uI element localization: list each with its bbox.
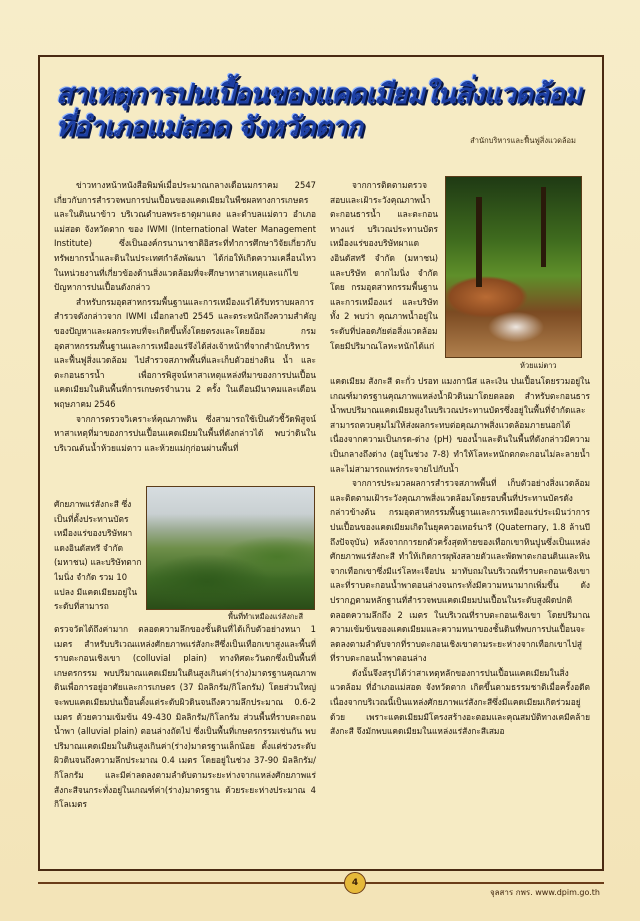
mountain-photo bbox=[146, 486, 315, 610]
paragraph: ตรวจวัดได้ถึงค่ามาก ตลอดความลึกของชั้นดินที่ได้เก็บตัวอย่างหนา 1 เมตร สำหรับบริเวณแหล่งศักยภาพแร่สังกะสีซึ่งเป็นเทือกเขาสูงและพื้นที่ราบตะกอนเชิงเขา (colluvial plain) ทางทิศตะวันตกซึ่งเป็นพื้นที่เกษตรกรรม พบปริมาณแคดเมียมในดินสูงเกินค่า(ร่าง)มาตรฐานคุณภาพดินเพื่อการอยู่อาศัยและการเกษตร (37 มิลลิกรัม/กิโลกรัม) โดยส่วนใหญ่จะพบแคดเมียมปนเปื้อนตั้งแต่ระดับผิวดินจนถึงความลึกประมาณ 0.6-2 เมตร ด้วยความเข้มข้น 49-430 มิลลิกรัม/กิโลกรัม ส่วนพื้นที่ราบตะกอนน้ำพา (alluvial plain) ตอนล่างถัดไป ซึ่งเป็นพื้นที่เกษตรกรรมเช่นกัน พบปริมาณแคดเมียมในดินสูงเกินค่า(ร่าง)มาตรฐานเล็กน้อย ตั้งแต่ช่วงระดับผิวดินจนถึงความลึกประมาณ 0.4 เมตร โดยอยู่ในช่วง 37-90 มิลลิกรัม/กิโลกรัม และมีค่าลดลงตามลำดับตามระยะห่างจากแหล่งศักยภาพแร่สังกะสีจนกระทั่งอยู่ในเกณฑ์ค่า(ร่าง)มาตรฐาน ด้วยระยะห่างประมาณ 4 กิโลเมตร bbox=[54, 624, 316, 810]
byline: สำนักบริหารและฟื้นฟูสิ่งแวดล้อม bbox=[470, 136, 576, 145]
page-number: 4 bbox=[344, 872, 366, 894]
waterfall-caption: ห้วยแม่ตาว bbox=[520, 361, 557, 370]
paragraph: แคดเมียม สังกะสี ตะกั่ว ปรอท แมงกานีส และเงิน ปนเปื้อนโดยรวมอยู่ในเกณฑ์มาตรฐานคุณภาพแหล่งน้ำผิวดินมาโดยตลอด สำหรับตะกอนธารน้ำพบปริมาณแคดเมียมสูงในบริเวณประทานบัตรซึ่งอยู่ในพื้นที่จำกัดและสามารถควบคุมไม่ให้ส่งผลกระทบต่อคุณภาพสิ่งแวดล้อมภายนอกได้ เนื่องจากความเป็นกรด-ด่าง (pH) ของน้ำและดินในพื้นที่ดังกล่าวมีความเป็นกลางถึงด่าง (อยู่ในช่วง 7-8) ทำให้โลหะหนักตกตะกอนไม่ละลายน้ำ และไม่สามารถแพร่กระจายไปกับน้ำ bbox=[330, 376, 590, 474]
footer bbox=[38, 872, 604, 896]
journal-name: จุลสาร กพร. www.dpim.go.th bbox=[489, 888, 600, 897]
right-wrap-text bbox=[330, 178, 438, 364]
left-wrap-text: ศักยภาพแร่สังกะสี ซึ่งเป็นที่ตั้งประทานบัตรเหมืองแร่ของบริษัทผาแดงอินดัสทรี จำกัด (มหาชน) และบริษัทตากไมนิ่ง จำกัด รวม 10 แปลง มีแคดเมียมอยู่ในระดับที่สามารถ bbox=[54, 499, 142, 612]
paragraph: สำหรับกรมอุตสาหกรรมพื้นฐานและการเหมืองแร่ได้รับทราบผลการสำรวจดังกล่าวจาก IWMI เมื่อกลางปี 2545 และตระหนักถึงความสำคัญของปัญหาและผลกระทบที่จะเกิดขึ้นทั้งโดยตรงและโดยอ้อม กรมอุตสาหกรรมพื้นฐานและการเหมืองแร่จึงได้ส่งเจ้าหน้าที่จากสำนักบริหารและฟื้นฟูสิ่งแวดล้อม ไปสำรวจสภาพพื้นที่และเก็บตัวอย่างดิน น้ำ และตะกอนธารน้ำ เพื่อการพิสูจน์หาสาเหตุแหล่งที่มาของการปนเปื้อนแคดเมียมในดินพื้นที่การเกษตรจำนวน 2 ครั้ง ในเดือนมีนาคมและเดือนพฤษภาคม 2546 bbox=[54, 296, 316, 409]
mountain-caption: พื้นที่ทำเหมืองแร่สังกะสี bbox=[228, 612, 304, 621]
title-line-1: สาเหตุการปนเปื้อนของแคดเมียมในสิ่งแวดล้อม bbox=[56, 79, 582, 110]
paragraph: จากการติดตามตรวจสอบและเฝ้าระวังคุณภาพน้ำตะกอนธารน้ำ และตะกอนหางแร่ บริเวณประทานบัตรเหมืองแร่ของบริษัทผาแดงอินดัสทรี จำกัด (มหาชน) และบริษัท ตากไมนิ่ง จำกัด โดย กรมอุตสาหกรรมพื้นฐานและการเหมืองแร่ และบริษัททั้ง 2 พบว่า คุณภาพน้ำอยู่ในระดับที่ปลอดภัยต่อสิ่งแวดล้อม โดยมีปริมาณโลหะหนักได้แก่ bbox=[330, 180, 438, 351]
paragraph: ดังนั้นจึงสรุปได้ว่าสาเหตุหลักของการปนเปื้อนแคดเมียมในสิ่งแวดล้อม ที่อำเภอแม่สอด จังหวัดตาก เกิดขึ้นตามธรรมชาติเมื่อครั้งอดีต เนื่องจากบริเวณนี้เป็นแหล่งศักยภาพแร่สังกะสีซึ่งมีแคดเมียมเกิดร่วมอยู่ด้วย เพราะแคดเมียมมีโครงสร้างอะตอมและคุณสมบัติทางเคมีคล้ายสังกะสี จึงมักพบแคดเมียมในแหล่งแร่สังกะสีเสมอ bbox=[330, 667, 590, 737]
paragraph: ข่าวทางหน้าหนังสือพิมพ์เมื่อประมาณกลางเดือนมกราคม 2547 เกี่ยวกับการสำรวจพบการปนเปื้อนของแคดเมียมในพืชผลทางการเกษตรและในดินนาข้าว บริเวณตำบลพระธาตุผาแดง และตำบลแม่ตาว อำเภอแม่สอด จังหวัดตาก ของ IWMI (International Water Management Institute) ซึ่งเป็นองค์กรนานาชาติอิสระที่ทำการศึกษาวิจัยเกี่ยวกับทรัพยากรน้ำและดินในประเทศกำลังพัฒนา ได้ก่อให้เกิดความเคลื่อนไหวในหน่วยงานที่เกี่ยวข้องด้านสิ่งแวดล้อมที่จะศึกษาหาสาเหตุและแก้ไขปัญหาการปนเปื้อนดังกล่าว bbox=[54, 180, 316, 293]
waterfall-photo bbox=[445, 176, 582, 358]
paragraph: จากการตรวจวิเคราะห์คุณภาพดิน ซึ่งสามารถใช้เป็นตัวชี้วัดพิสูจน์หาสาเหตุที่มาของการปนเปื้อนแคดเมียมในพื้นที่ดังกล่าวได้ พบว่าดินในบริเวณต้นน้ำห้วยแม่ตาว และห้วยแม่กุก่อนผ่านพื้นที่ bbox=[54, 413, 316, 453]
left-column bbox=[54, 178, 316, 455]
right-column bbox=[330, 374, 590, 866]
title-line-2: ที่อำเภอแม่สอด จังหวัดตาก bbox=[56, 112, 363, 143]
footer-rule bbox=[38, 882, 604, 884]
left-column-bottom bbox=[54, 622, 316, 867]
paragraph: จากการประมวลผลการสำรวจสภาพพื้นที่ เก็บตัวอย่างสิ่งแวดล้อม และติดตามเฝ้าระวังคุณภาพสิ่งแวดล้อมโดยรอบพื้นที่ประทานบัตรดังกล่าวข้างต้น กรมอุตสาหกรรมพื้นฐานและการเหมืองแร่ประเมินว่าการปนเปื้อนของแคดเมียมเกิดในยุคควอเทอร์นารี (Quaternary, 1.8 ล้านปี ถึงปัจจุบัน) หลังจากการยกตัวครั้งสุดท้ายของเทือกเขาหินปูนซึ่งเป็นแหล่งศักยภาพแร่สังกะสี ทำให้เกิดการผุพังสลายตัวและพัดพาตะกอนดินและหินจากเทือกเขาซึ่งมีแร่โลหะเจือปน มาทับถมในบริเวณที่ราบตะกอนเชิงเขาและที่ราบตะกอนน้ำพาตอนล่างจนกระทั่งมีความหนามากเพิ่มขึ้น ดังปรากฏตามหลักฐานที่สำรวจพบแคดเมียมปนเปื้อนในระดับสูงผิดปกติตลอดความลึกถึง 2 เมตร ในบริเวณที่ราบตะกอนเชิงเขา โดยปริมาณความเข้มข้นของแคดเมียมและความหนาของชั้นดินที่พบการปนเปื้อนจะลดลงตามลำดับจากที่ราบตะกอนเชิงเขาตามระยะห่างจากเทือกเขาไปสู่ที่ราบตะกอนน้ำพาตอนล่าง bbox=[330, 478, 590, 664]
